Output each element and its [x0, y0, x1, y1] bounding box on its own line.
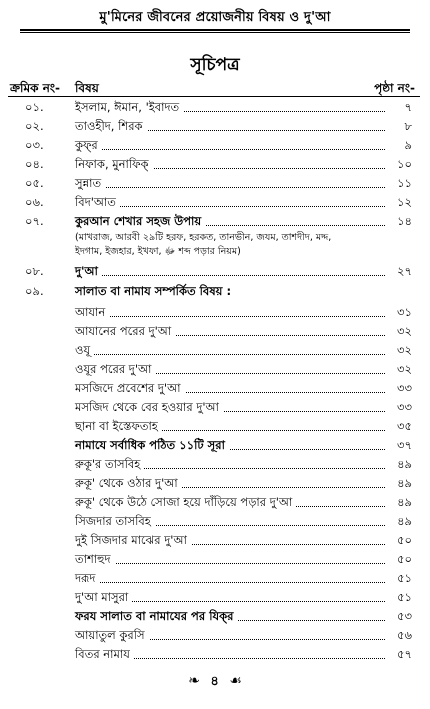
toc-subentry[interactable] [0, 341, 430, 360]
toc-subentry[interactable] [0, 550, 430, 569]
toc-subentry[interactable] [0, 588, 430, 607]
toc-entry[interactable] [0, 174, 430, 193]
column-page-header: পৃষ্ঠা নং- [374, 81, 415, 95]
toc-subentry[interactable] [0, 531, 430, 550]
subentry-title: রুকূ' থেকে ওঠার দু'আ [75, 474, 182, 493]
leader-dots [75, 582, 385, 583]
toc-entry[interactable] [0, 98, 430, 117]
leader-dots [75, 563, 385, 564]
entry-number: ০৫. [25, 176, 44, 190]
entry-page: ১২ [397, 195, 412, 209]
subentry-title: দু'আ মাসুরা [75, 588, 132, 607]
subentry-page: ৫১ [397, 571, 412, 585]
subentry-page: ৪৯ [397, 514, 412, 528]
toc-entry[interactable] [0, 136, 430, 155]
entry-title: কুরআন শেখার সহজ উপায় [75, 212, 205, 231]
entry-number: ০৯. [25, 284, 44, 298]
header-rule [20, 29, 410, 31]
subentry-title: দরূদ [75, 569, 99, 588]
toc-entry[interactable] [0, 193, 430, 212]
toc-subentry[interactable] [0, 417, 430, 436]
toc-subentry[interactable] [0, 398, 430, 417]
subentry-page: ৫৭ [397, 647, 412, 661]
entry-title: বিদ'আত [75, 193, 120, 212]
subentry-page: ৫০ [397, 533, 412, 547]
toc-subentry[interactable] [0, 512, 430, 531]
toc-entry[interactable] [0, 155, 430, 174]
leader-dots [75, 354, 385, 355]
subentry-title: রুকূ' থেকে উঠে সোজা হয়ে দাঁড়িয়ে পড়ার দু'আ [75, 493, 296, 512]
subentry-page: ৩৫ [397, 419, 412, 433]
entry-page: ৯ [404, 138, 412, 152]
subentry-title: ফরয সালাত বা নামাযের পর যিক্‌র [75, 607, 237, 626]
subentry-page: ৪৯ [397, 495, 412, 509]
toc-subentry[interactable] [0, 645, 430, 664]
subentry-page: ৪৯ [397, 457, 412, 471]
entry-title: দু'আ [75, 262, 102, 281]
page-number: ৪ [210, 674, 219, 689]
entry-page: ৮ [404, 119, 412, 133]
subentry-title: মসজিদে প্রবেশের দু'আ [75, 379, 185, 398]
page-footer [0, 672, 430, 693]
subentry-title: আযান [75, 303, 109, 322]
entry-number: ০৭. [25, 214, 44, 228]
entry-page: ২৭ [397, 264, 412, 278]
toc-subentry[interactable] [0, 626, 430, 645]
leader-dots [75, 275, 385, 276]
entry-number: ০৬. [25, 195, 44, 209]
subentry-title: তাশাহুদ [75, 550, 115, 569]
subentry-title: দুই সিজদার মাঝের দু'আ [75, 531, 191, 550]
toc-entry[interactable] [0, 212, 430, 231]
subentry-title: মসজিদ থেকে বের হওয়ার দু'আ [75, 398, 223, 417]
subentry-title: আয়াতুল কুরসি [75, 626, 149, 645]
subentry-page: ৫৩ [397, 609, 412, 623]
subentry-page: ৩৭ [397, 438, 412, 452]
column-subject-header: বিষয় [75, 81, 99, 95]
toc-subentry[interactable] [0, 303, 430, 322]
subentry-page: ৩২ [397, 343, 412, 357]
entry-title: তাওহীদ, শিরক [75, 117, 147, 136]
entry-note-line: ইদগাম, ইজহার, ইখফা, ﷻ শব্দ পড়ার নিয়ম) [75, 246, 241, 257]
leader-dots [75, 316, 385, 317]
subentry-title: আযানের পরের দু'আ [75, 322, 175, 341]
column-serial-header: ক্রমিক নং- [10, 81, 61, 95]
subentry-page: ৫০ [397, 552, 412, 566]
subentry-page: ৩২ [397, 324, 412, 338]
toc-section[interactable] [0, 282, 430, 301]
entry-title: সুন্নাত [75, 174, 105, 193]
entry-page: ১১ [397, 176, 412, 190]
subentry-page: ৩৩ [397, 400, 412, 414]
toc-subentry[interactable] [0, 360, 430, 379]
entry-number: ০৮. [25, 264, 44, 278]
entry-title: কুফ্‌র [75, 136, 102, 155]
entry-page: ১৪ [397, 214, 412, 228]
ornament-right-icon: ☙ [229, 673, 242, 689]
subentry-page: ৩৩ [397, 381, 412, 395]
toc-subentry[interactable] [0, 436, 430, 455]
subentry-title: ওযূর পরের দু'আ [75, 360, 155, 379]
toc-subentry[interactable] [0, 569, 430, 588]
toc-subentry[interactable] [0, 493, 430, 512]
subentry-page: ৪৯ [397, 476, 412, 490]
subentry-title: সিজদার তাসবিহ [75, 512, 155, 531]
entry-note-line: (মাখরাজ, আরবী ২৯টি হরফ, হরকত, তানভীন, জযম, তাশদীদ, মদ্দ, [75, 232, 332, 243]
entry-number: ০২. [25, 119, 44, 133]
ornament-left-icon: ❧ [188, 673, 200, 689]
toc-subentry[interactable] [0, 379, 430, 398]
leader-dots [75, 187, 385, 188]
toc-subentry[interactable] [0, 322, 430, 341]
leader-dots [75, 206, 385, 207]
subentry-page: ৩২ [397, 362, 412, 376]
entry-number: ০৩. [25, 138, 44, 152]
entry-page: ১০ [397, 157, 412, 171]
toc-entry[interactable] [0, 262, 430, 281]
toc-title: সূচিপত্র [190, 55, 240, 75]
leader-dots [75, 149, 385, 150]
subentry-page: ৫১ [397, 590, 412, 604]
toc-subentry[interactable] [0, 607, 430, 626]
toc-entry[interactable] [0, 117, 430, 136]
entry-title: ইসলাম, ঈমান, 'ইবাদত [75, 98, 183, 117]
subentry-page: ৩১ [397, 305, 412, 319]
subentry-title: রুকূ'র তাসবিহ [75, 455, 144, 474]
section-title: সালাত বা নামায সম্পর্কিত বিষয় : [75, 282, 235, 301]
entry-number: ০১. [25, 100, 44, 114]
entry-page: ৭ [404, 100, 412, 114]
entry-number: ০৪. [25, 157, 44, 171]
subentry-title: ওযূ [75, 341, 94, 360]
subentry-title: ছানা বা ইস্তেফতাহ [75, 417, 162, 436]
subentry-title: বিতর নামায [75, 645, 134, 664]
entry-title: নিফাক, মুনাফিক্‌ [75, 155, 153, 174]
header-rule-thin [20, 32, 410, 33]
subentry-page: ৫৬ [397, 628, 412, 642]
running-header: মু'মিনের জীবনের প্রয়োজনীয় বিষয় ও দু'আ [99, 10, 331, 25]
column-header-rule [8, 96, 420, 97]
subentry-title: নামাযে সর্বাধিক পঠিত ১১টি সূরা [75, 436, 229, 455]
toc-subentry[interactable] [0, 474, 430, 493]
toc-subentry[interactable] [0, 455, 430, 474]
